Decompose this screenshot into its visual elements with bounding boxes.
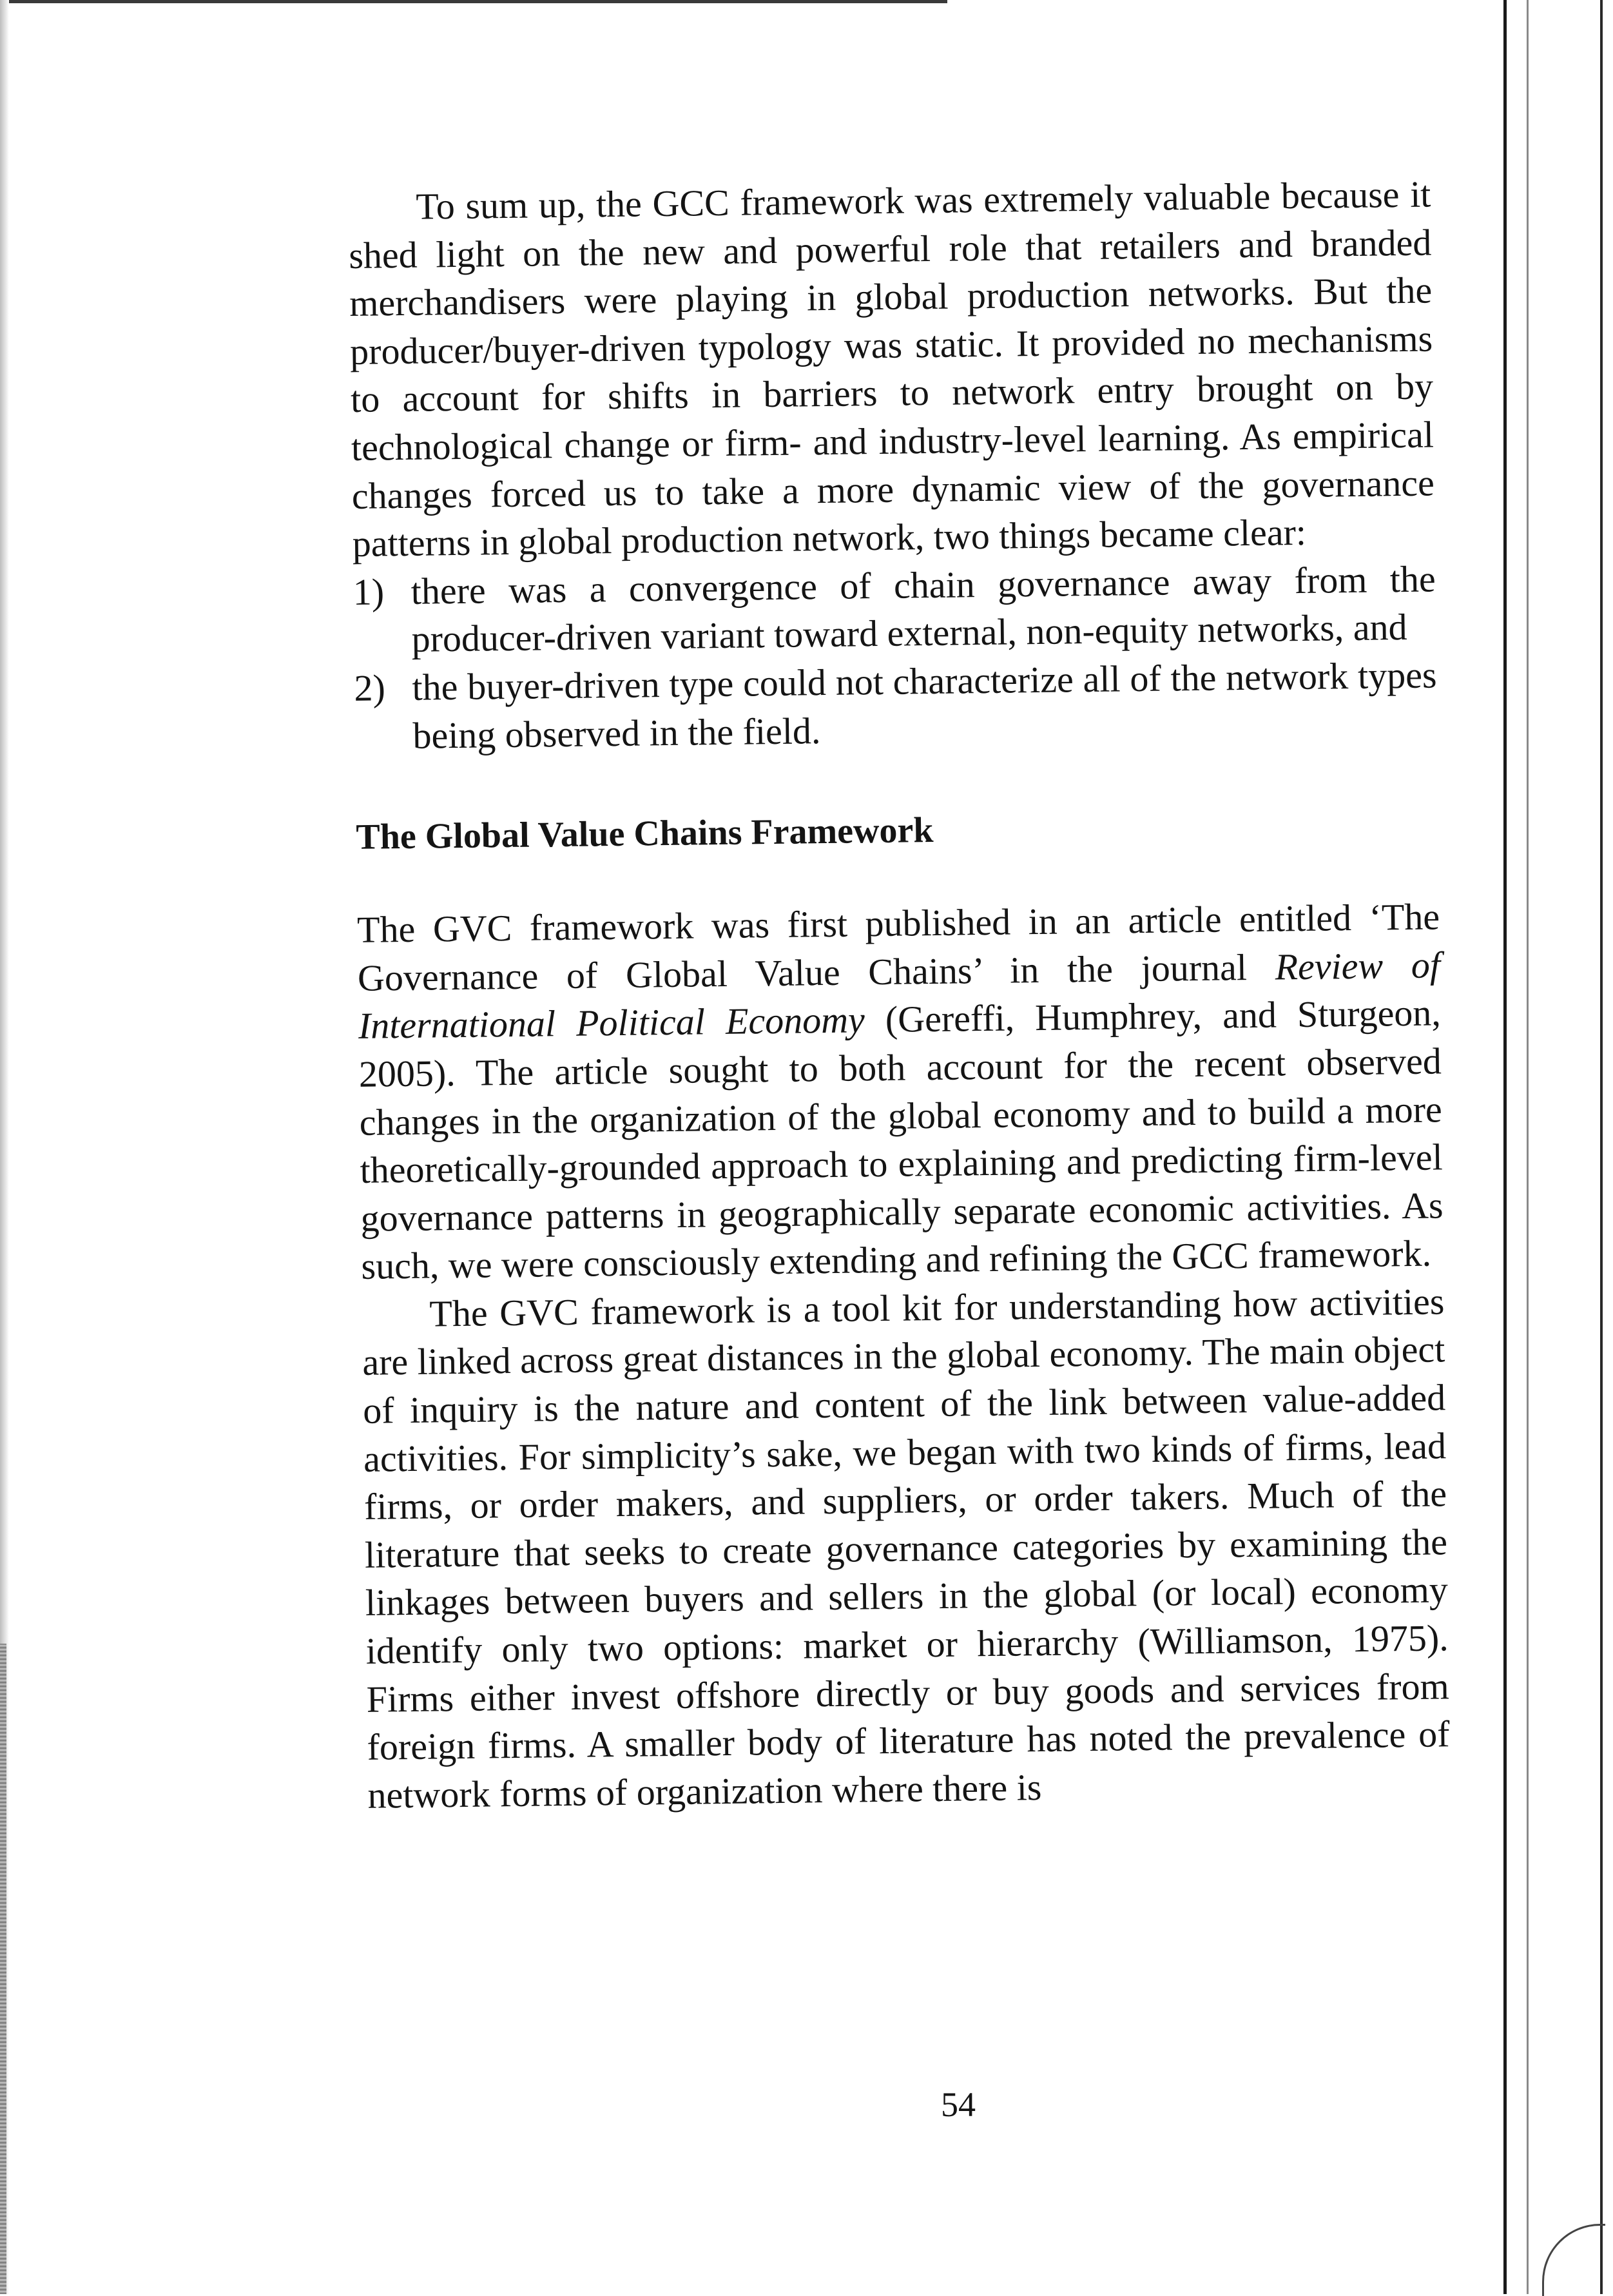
scan-left-shadow: [0, 1644, 6, 2294]
book-binding-edge: [1503, 0, 1613, 2294]
paragraph-text: (Gereffi, Humphrey, and Sturgeon, 2005). The article sought to both account for the recent observed changes in the organization of the global economy and to build a more theoretically-grounded approach to explaining and predicting firm-level governance patterns in geographically separate economic activities. As such, we were consciously extending and refining the GCC framework.: [358, 991, 1444, 1288]
paragraph-text: The GVC framework was first published in an article entitled ‘The Governance of Global Value Chains’ in the journal: [356, 895, 1440, 999]
page-number: [941, 2085, 976, 2124]
list-item: [354, 651, 1438, 761]
page-number-text: 54: [941, 2085, 976, 2124]
page-curl: [1542, 2224, 1605, 2296]
binding-line: [1527, 0, 1529, 2294]
list-item: [353, 555, 1436, 665]
binding-line: [1600, 0, 1603, 2294]
scan-top-edge: [0, 0, 947, 3]
page-body: [348, 170, 1451, 1820]
binding-line: [1503, 0, 1507, 2294]
journal-title: Review of International Political Economy: [358, 944, 1441, 1047]
list-item-text: the buyer-driven type could not characterize all of the network types being observed in the field.: [412, 654, 1437, 757]
paragraph-gvc-toolkit: The GVC framework is a tool kit for understanding how activities are linked across great distances in the global economy. The main object of inquiry is the nature and content of the link between value-added activities. For simplicity’s sake, we began with two kinds of firms, lead firms, or order makers, and suppliers, or order takers. Much of the literature that seeks to create governance categories by examining the linkages between buyers and sellers in the global (or local) economy identify only two options: market or hierarchy (Williamson, 1975). Firms either invest offshore directly or buy goods and services from foreign firms. A smaller body of literature has noted the prevalence of network forms of organization where there is: [362, 1280, 1450, 1816]
list-marker: 2): [354, 666, 386, 709]
list-item-text: there was a convergence of chain governance away from the producer-driven variant toward external, non-equity networks, and: [410, 558, 1436, 661]
paragraph-gvc-publication: [357, 893, 1444, 1291]
list-marker: 1): [353, 570, 385, 613]
section-heading: The Global Value Chains Framework: [356, 810, 934, 858]
paragraph-summary: To sum up, the GCC framework was extremely valuable because it shed light on the new and powerful role that retailers and branded merchandisers were playing in global production networks. But the producer/buyer-driven typology was static. It provided no mechanisms to account for shifts in barriers to network entry brought on by technological change or firm- and industry-level learning. As empirical changes forced us to take a more dynamic view of the governance patterns in global production network, two things became clear:: [348, 173, 1435, 565]
